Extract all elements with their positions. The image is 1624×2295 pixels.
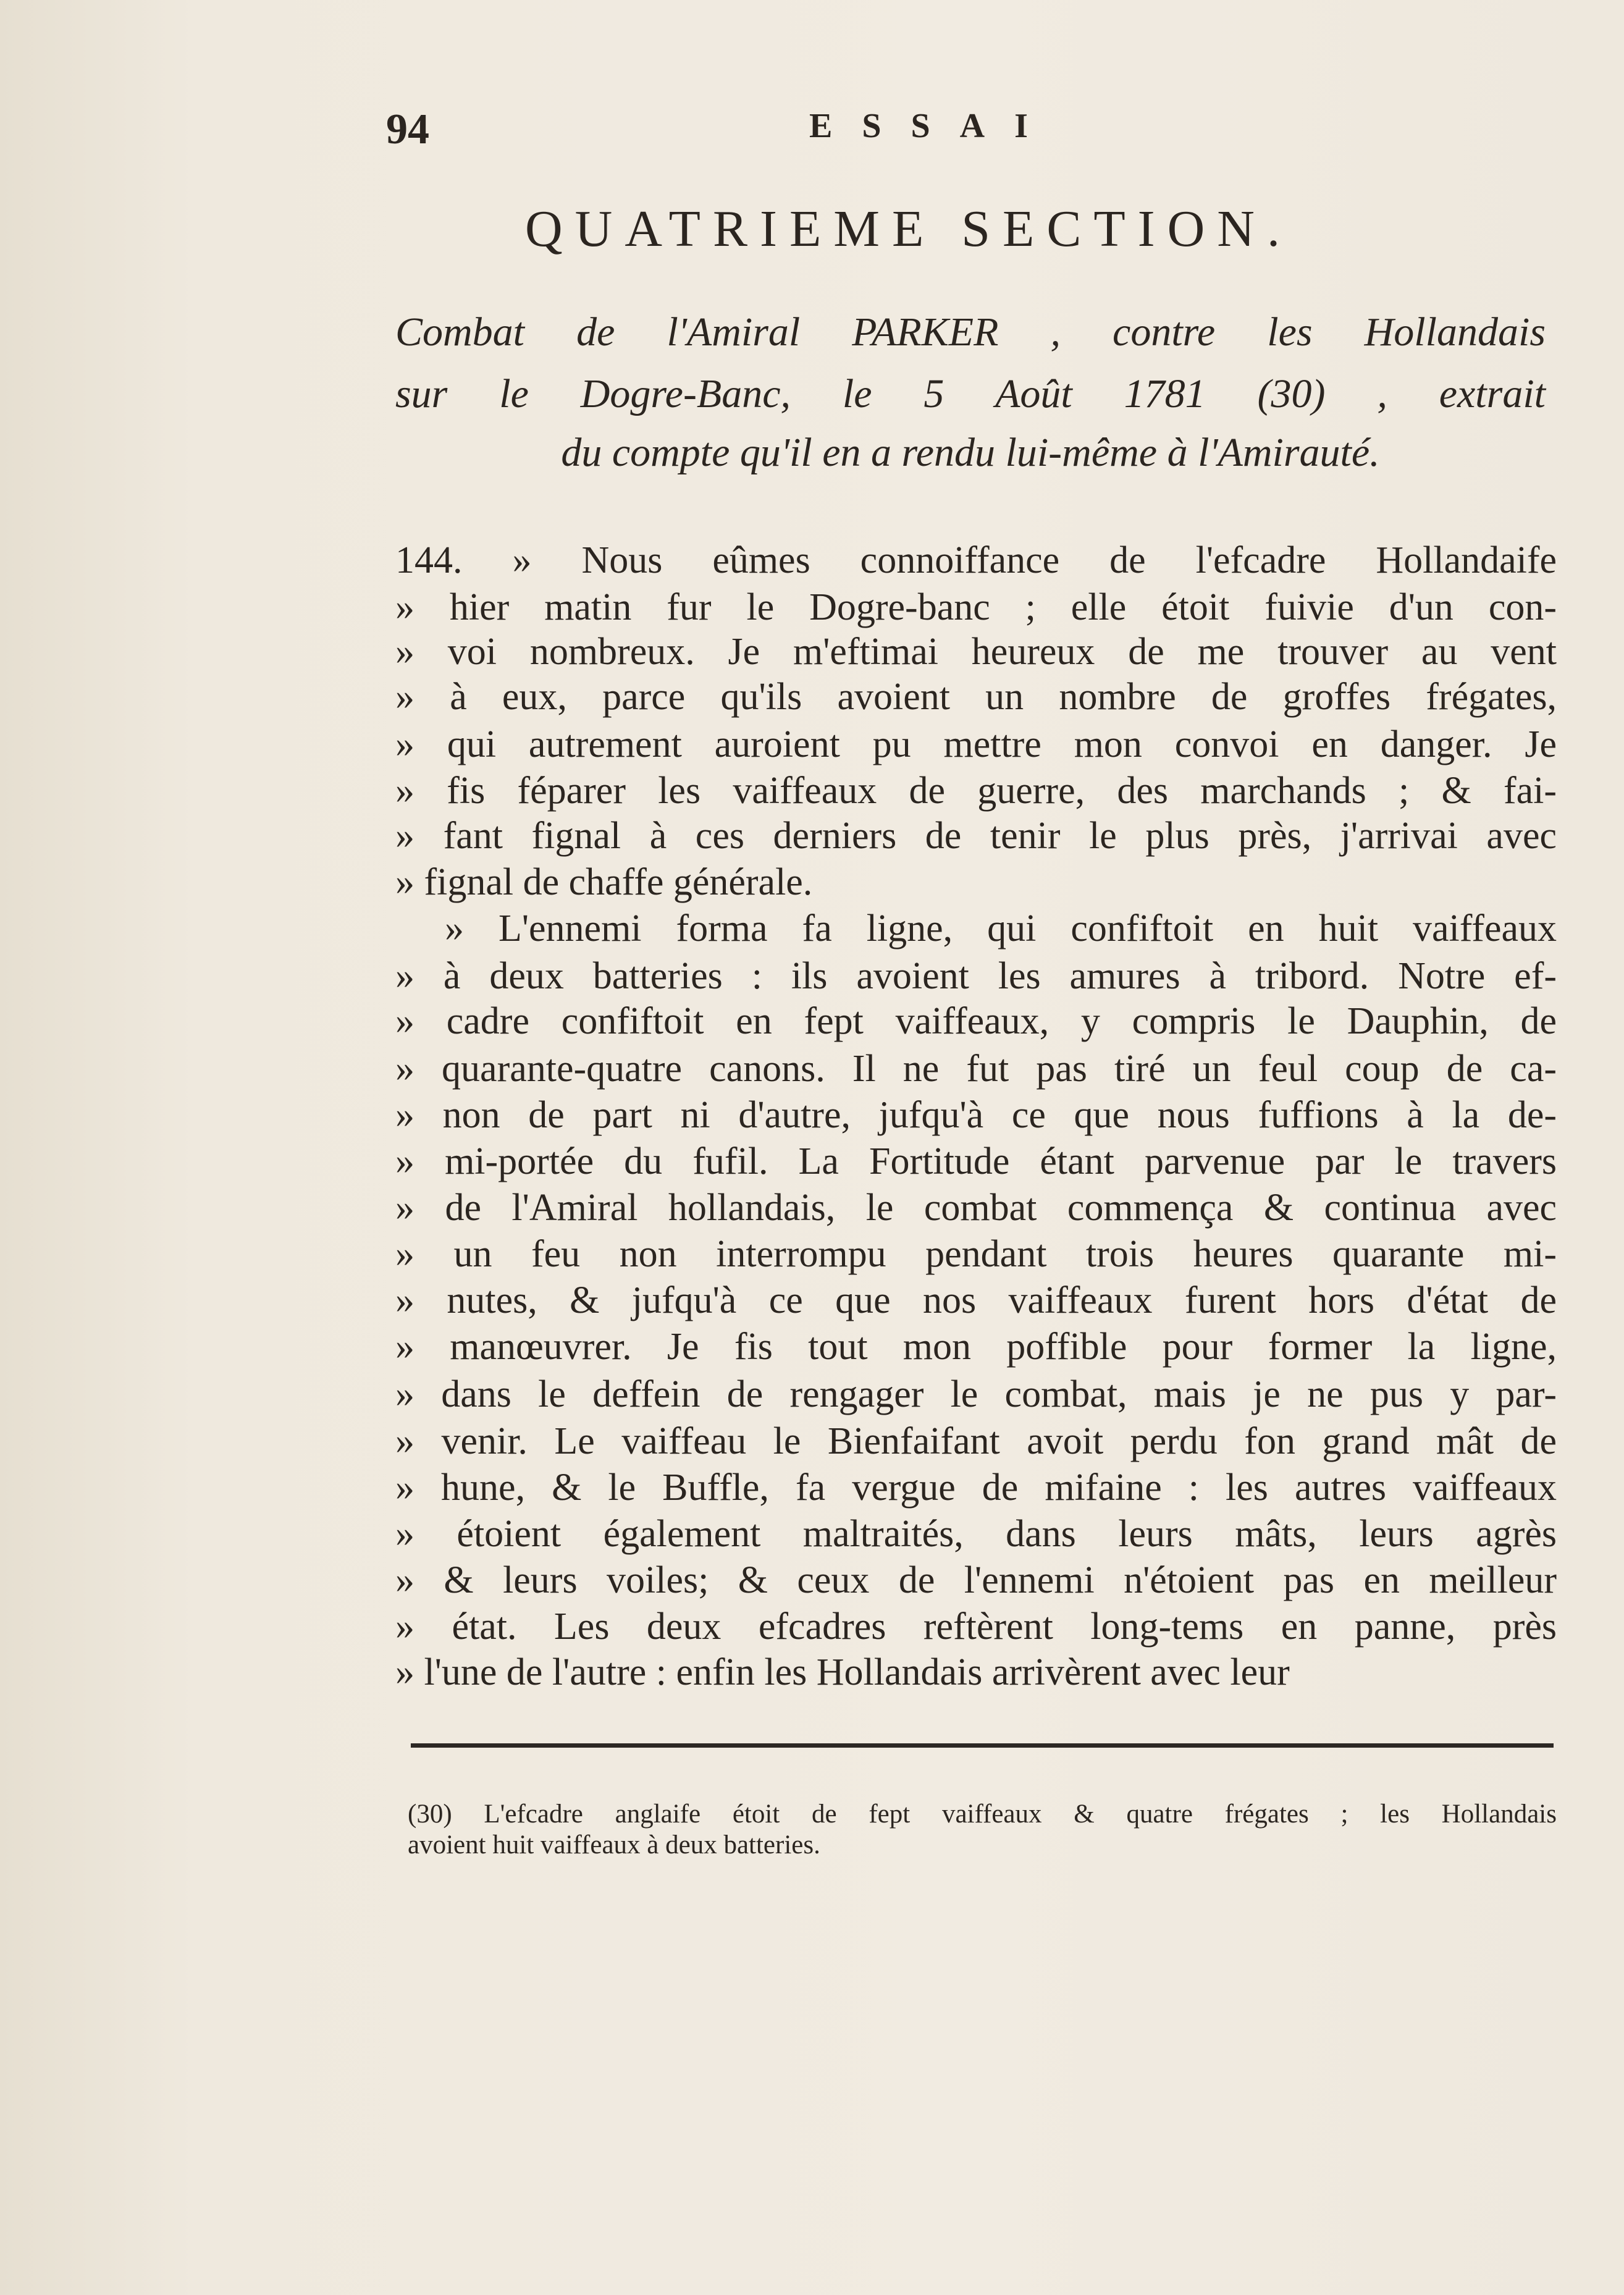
body-line: » fignal de chaffe générale. bbox=[395, 861, 813, 903]
body-line: » mi-portée du fufil. La Fortitude étant parvenue par le travers bbox=[395, 1140, 1557, 1182]
body-line: » & leurs voiles; & ceux de l'ennemi n'étoient pas en meilleur bbox=[395, 1559, 1557, 1601]
body-line: » à deux batteries : ils avoient les amures à tribord. Notre ef- bbox=[395, 955, 1557, 997]
body-line: » manœuvrer. Je fis tout mon poffible pour former la ligne, bbox=[395, 1326, 1557, 1368]
body-line: » nutes, & jufqu'à ce que nos vaiffeaux furent hors d'état de bbox=[395, 1279, 1557, 1321]
body-line: » état. Les deux efcadres reftèrent long-tems en panne, près bbox=[395, 1606, 1557, 1648]
footnote-line-1: (30) L'efcadre anglaife étoit de fept vaiffeaux & quatre frégates ; les Hollandais bbox=[408, 1800, 1557, 1829]
body-line: » fis féparer les vaiffeaux de guerre, des marchands ; & fai- bbox=[395, 770, 1557, 812]
body-line: » de l'Amiral hollandais, le combat commença & continua avec bbox=[395, 1187, 1557, 1229]
body-line: » L'ennemi forma fa ligne, qui confiftoit en huit vaiffeaux bbox=[445, 907, 1557, 950]
body-line: » étoient également maltraités, dans leurs mâts, leurs agrès bbox=[395, 1513, 1557, 1555]
body-line: » non de part ni d'autre, jufqu'à ce que nous fuffions à la de- bbox=[395, 1094, 1557, 1136]
title-line-1: Combat de l'Amiral PARKER , contre les Hollandais bbox=[395, 310, 1546, 355]
section-title: QUATRIEME SECTION. bbox=[525, 200, 1292, 258]
body-line: » venir. Le vaiffeau le Bienfaifant avoit perdu fon grand mât de bbox=[395, 1420, 1557, 1462]
footnote-rule bbox=[411, 1743, 1554, 1748]
body-line: » hier matin fur le Dogre-banc ; elle étoit fuivie d'un con- bbox=[395, 586, 1557, 628]
running-head: ESSAI bbox=[809, 107, 1058, 145]
title-line-3: du compte qu'il en a rendu lui-même à l'Amirauté. bbox=[561, 430, 1380, 475]
body-line: 144. » Nous eûmes connoiffance de l'efcadre Hollandaife bbox=[395, 539, 1557, 581]
body-line: » voi nombreux. Je m'eftimai heureux de me trouver au vent bbox=[395, 631, 1557, 673]
body-line: » l'une de l'autre : enfin les Hollandais arrivèrent avec leur bbox=[395, 1651, 1290, 1693]
body-line: » hune, & le Buffle, fa vergue de mifaine : les autres vaiffeaux bbox=[395, 1467, 1557, 1509]
body-line: » quarante-quatre canons. Il ne fut pas tiré un feul coup de ca- bbox=[395, 1048, 1557, 1090]
body-line: » qui autrement auroient pu mettre mon convoi en danger. Je bbox=[395, 723, 1557, 765]
body-line: » dans le deffein de rengager le combat, mais je ne pus y par- bbox=[395, 1373, 1557, 1415]
body-line: » fant fignal à ces derniers de tenir le plus près, j'arrivai avec bbox=[395, 815, 1557, 857]
body-line: » cadre confiftoit en fept vaiffeaux, y compris le Dauphin, de bbox=[395, 1000, 1557, 1042]
page-number: 94 bbox=[386, 106, 429, 153]
footnote-line-2: avoient huit vaiffeaux à deux batteries. bbox=[408, 1830, 820, 1859]
body-line: » un feu non interrompu pendant trois heures quarante mi- bbox=[395, 1233, 1557, 1275]
title-line-2: sur le Dogre-Banc, le 5 Août 1781 (30) , extrait bbox=[395, 371, 1546, 416]
body-line: » à eux, parce qu'ils avoient un nombre de groffes frégates, bbox=[395, 676, 1557, 718]
